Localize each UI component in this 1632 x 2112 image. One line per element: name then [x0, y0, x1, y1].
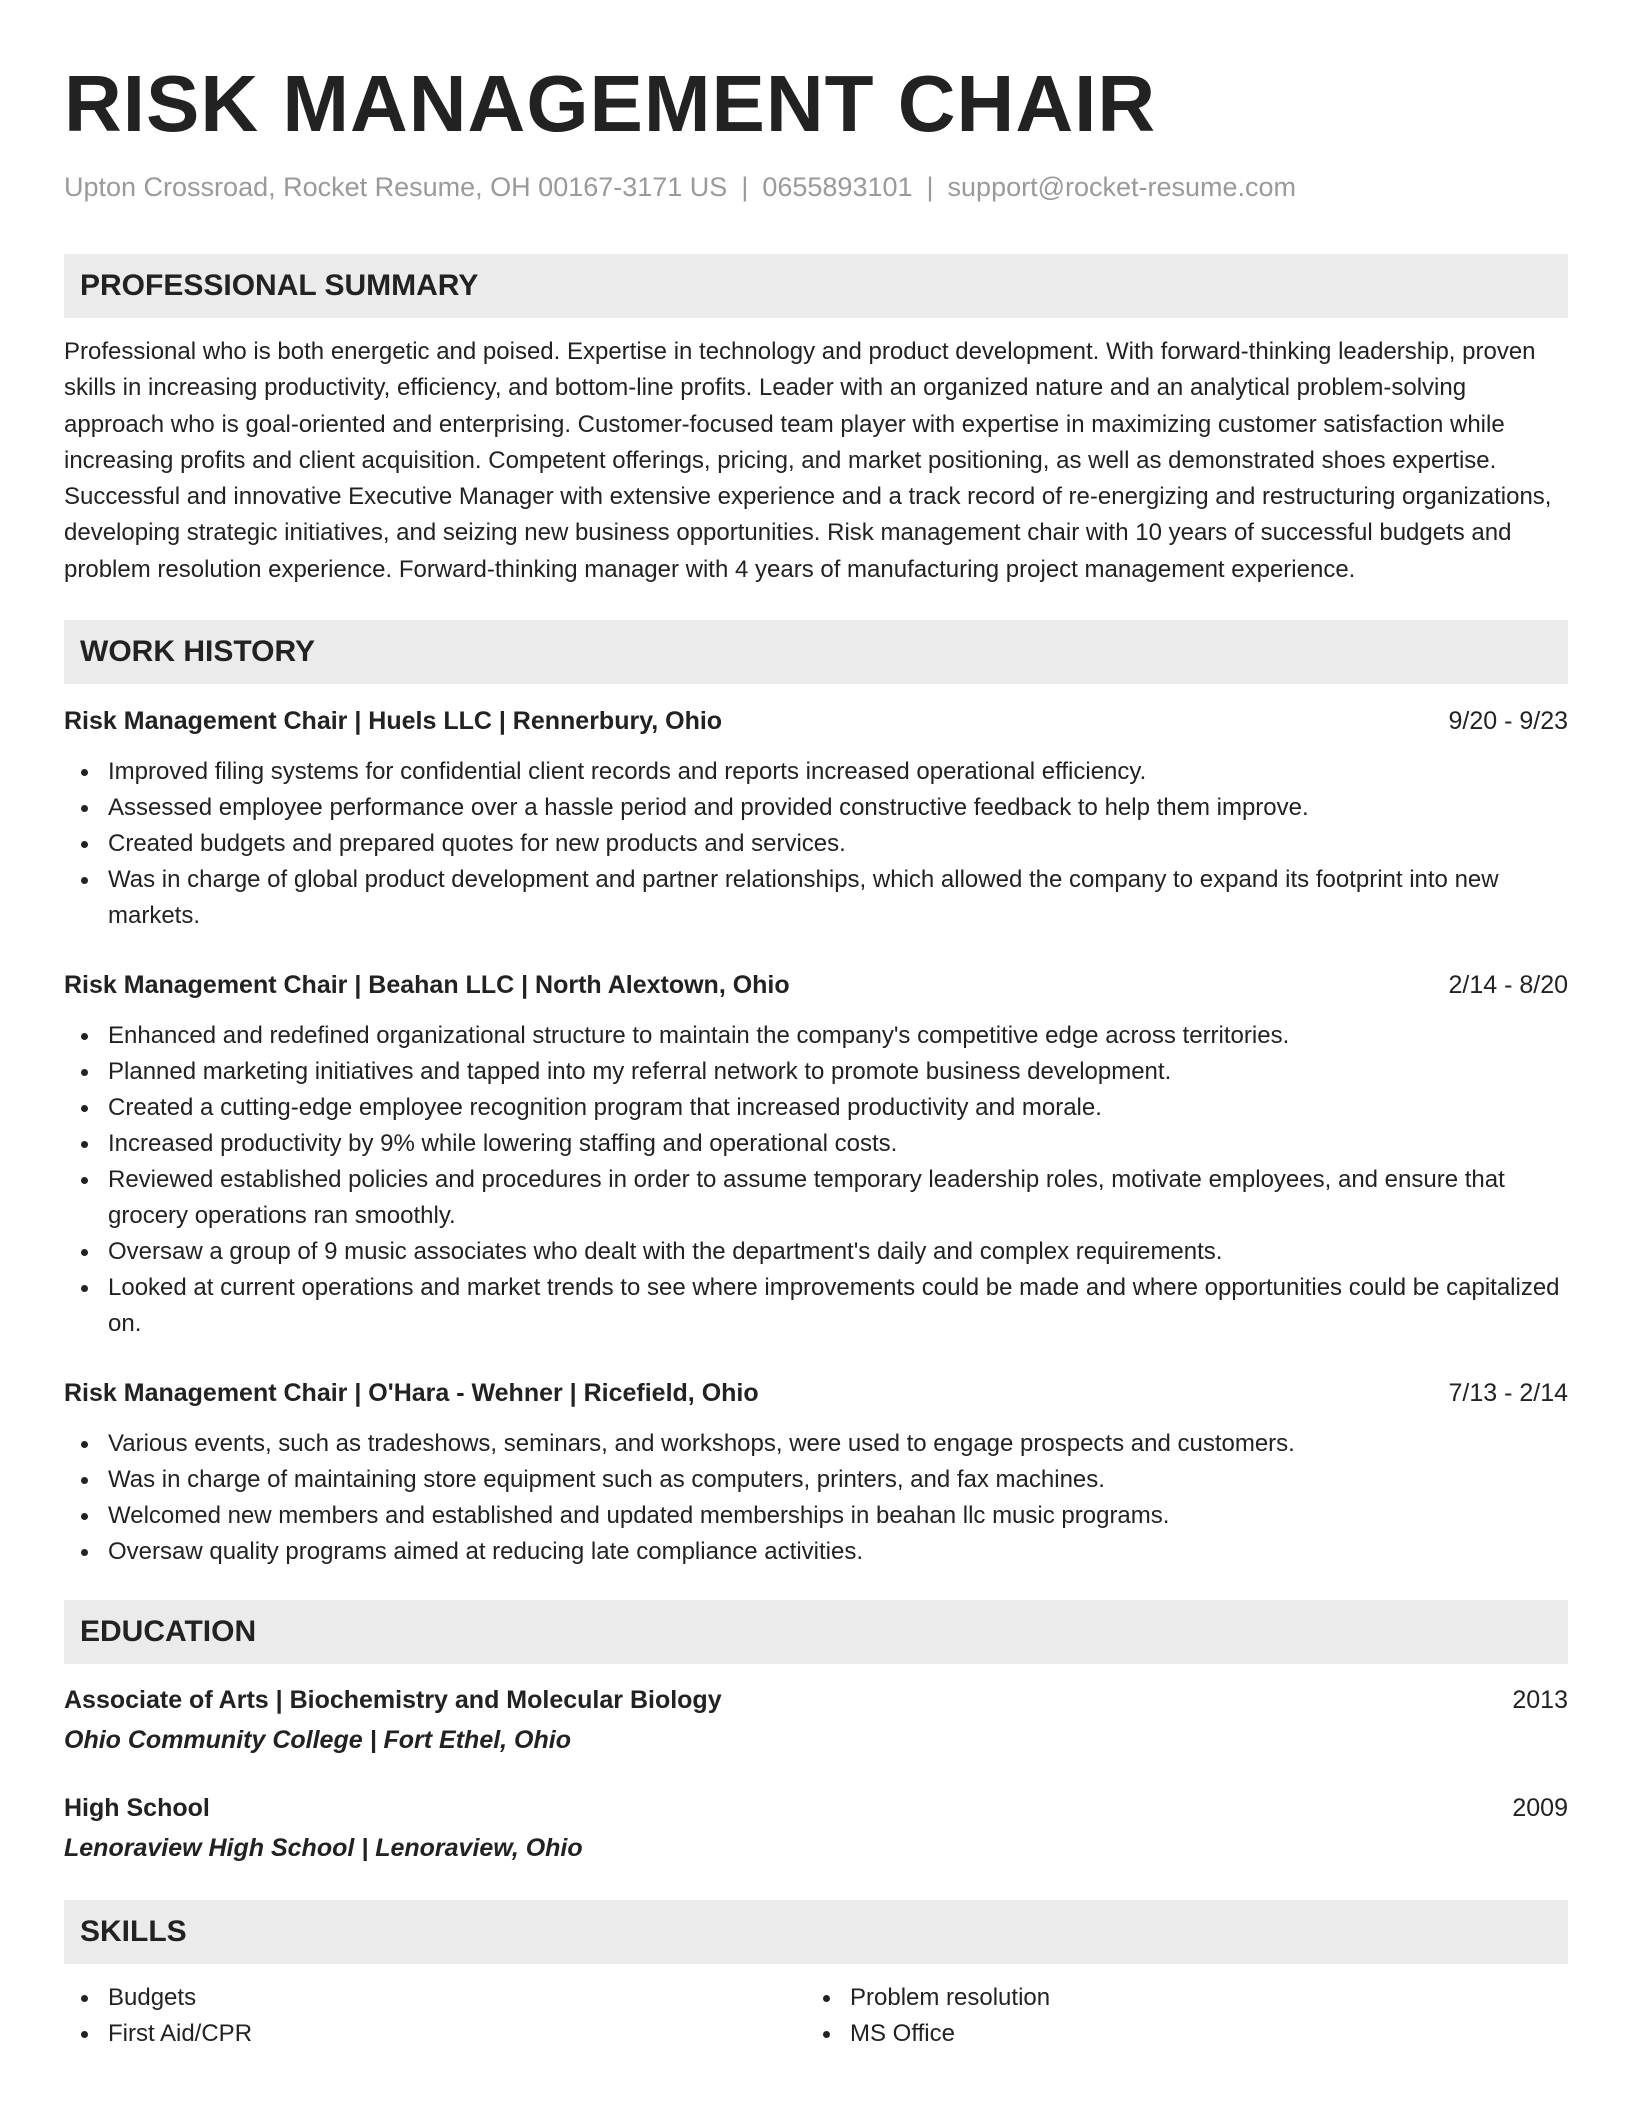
skills-column-left — [64, 1980, 806, 2052]
job-bullets — [64, 1426, 1568, 1570]
job-title: Risk Management Chair | O'Hara - Wehner | Ricefield, Ohio — [64, 1379, 759, 1408]
job-bullet: Was in charge of global product development and partner relationships, which allowed the company to expand its footprint into new markets. — [64, 862, 1568, 934]
job-entry — [64, 968, 1568, 1342]
job-bullets — [64, 1018, 1568, 1342]
skill-item: Budgets — [64, 1980, 806, 2016]
job-bullet: Welcomed new members and established and updated memberships in beahan llc music programs. — [64, 1498, 1568, 1534]
contact-separator: | — [926, 172, 934, 202]
job-bullet: Oversaw quality programs aimed at reducing late compliance activities. — [64, 1534, 1568, 1570]
job-entry — [64, 1376, 1568, 1570]
job-bullet: Oversaw a group of 9 music associates who dealt with the department's daily and complex requirements. — [64, 1234, 1568, 1270]
skill-item: First Aid/CPR — [64, 2016, 806, 2052]
job-dates: 9/20 - 9/23 — [1448, 707, 1568, 736]
contact-separator: | — [741, 172, 749, 202]
job-title: Risk Management Chair | Huels LLC | Rennerbury, Ohio — [64, 707, 723, 736]
resume-name: RISK MANAGEMENT CHAIR — [64, 59, 1157, 148]
job-bullet: Planned marketing initiatives and tapped into my referral network to promote business development. — [64, 1054, 1568, 1090]
job-entry — [64, 704, 1568, 934]
education-entry — [64, 1790, 1568, 1866]
skill-item: MS Office — [806, 2016, 1548, 2052]
job-bullet: Assessed employee performance over a hassle period and provided constructive feedback to help them improve. — [64, 790, 1568, 826]
job-header — [64, 1376, 1568, 1410]
job-bullet: Looked at current operations and market trends to see where improvements could be made and where opportunities could be capitalized on. — [64, 1270, 1568, 1342]
education-year: 2009 — [1512, 1794, 1568, 1823]
education-entry — [64, 1682, 1568, 1758]
contact-address: Upton Crossroad, Rocket Resume, OH 00167-3171 US — [64, 172, 728, 202]
job-bullet: Created a cutting-edge employee recognition program that increased productivity and morale. — [64, 1090, 1568, 1126]
job-bullet: Improved filing systems for confidential client records and reports increased operational efficiency. — [64, 754, 1568, 790]
job-bullet: Was in charge of maintaining store equipment such as computers, printers, and fax machines. — [64, 1462, 1568, 1498]
contact-phone: 0655893101 — [762, 172, 913, 202]
job-title: Risk Management Chair | Beahan LLC | North Alextown, Ohio — [64, 971, 790, 1000]
education-degree: High School — [64, 1794, 210, 1823]
education-header — [64, 1682, 1568, 1718]
section-heading-education: EDUCATION — [64, 1600, 1568, 1664]
section-heading-work-history: WORK HISTORY — [64, 620, 1568, 684]
job-bullet: Various events, such as tradeshows, seminars, and workshops, were used to engage prospects and customers. — [64, 1426, 1568, 1462]
job-header — [64, 704, 1568, 738]
skill-item: Problem resolution — [806, 1980, 1548, 2016]
job-bullet: Created budgets and prepared quotes for new products and services. — [64, 826, 1568, 862]
education-header — [64, 1790, 1568, 1826]
contact-email: support@rocket-resume.com — [947, 172, 1297, 202]
job-bullet: Increased productivity by 9% while lowering staffing and operational costs. — [64, 1126, 1568, 1162]
contact-line — [64, 170, 1568, 204]
education-degree: Associate of Arts | Biochemistry and Molecular Biology — [64, 1686, 722, 1715]
education-year: 2013 — [1512, 1686, 1568, 1715]
education-school: Lenoraview High School | Lenoraview, Ohio — [64, 1834, 583, 1863]
section-heading-summary: PROFESSIONAL SUMMARY — [64, 254, 1568, 318]
job-header — [64, 968, 1568, 1002]
education-school: Ohio Community College | Fort Ethel, Ohio — [64, 1726, 571, 1755]
job-dates: 2/14 - 8/20 — [1448, 971, 1568, 1000]
job-bullets — [64, 754, 1568, 934]
summary-text: Professional who is both energetic and poised. Expertise in technology and product development. With forward-thinking leadership, proven skills in increasing productivity, efficiency, and bottom-line profits. Leader with an organized nature and an analytical problem-solving approach who is goal-oriented and enterprising. Customer-focused team player with expertise in maximizing customer satisfaction while increasing profits and client acquisition. Competent offerings, pricing, and market positioning, as well as demonstrated shoes expertise. Successful and innovative Executive Manager with extensive experience and a track record of re-energizing and restructuring organizations, developing strategic initiatives, and seizing new business opportunities. Risk management chair with 10 years of successful budgets and problem resolution experience. Forward-thinking manager with 4 years of manufacturing project management experience. — [64, 338, 1552, 583]
skills-list — [64, 1980, 1568, 2052]
job-dates: 7/13 - 2/14 — [1448, 1379, 1568, 1408]
job-bullet: Reviewed established policies and procedures in order to assume temporary leadership roles, motivate employees, and ensure that grocery operations ran smoothly. — [64, 1162, 1568, 1234]
section-heading-skills: SKILLS — [64, 1900, 1568, 1964]
job-bullet: Enhanced and redefined organizational structure to maintain the company's competitive edge across territories. — [64, 1018, 1568, 1054]
skills-column-right — [806, 1980, 1548, 2052]
